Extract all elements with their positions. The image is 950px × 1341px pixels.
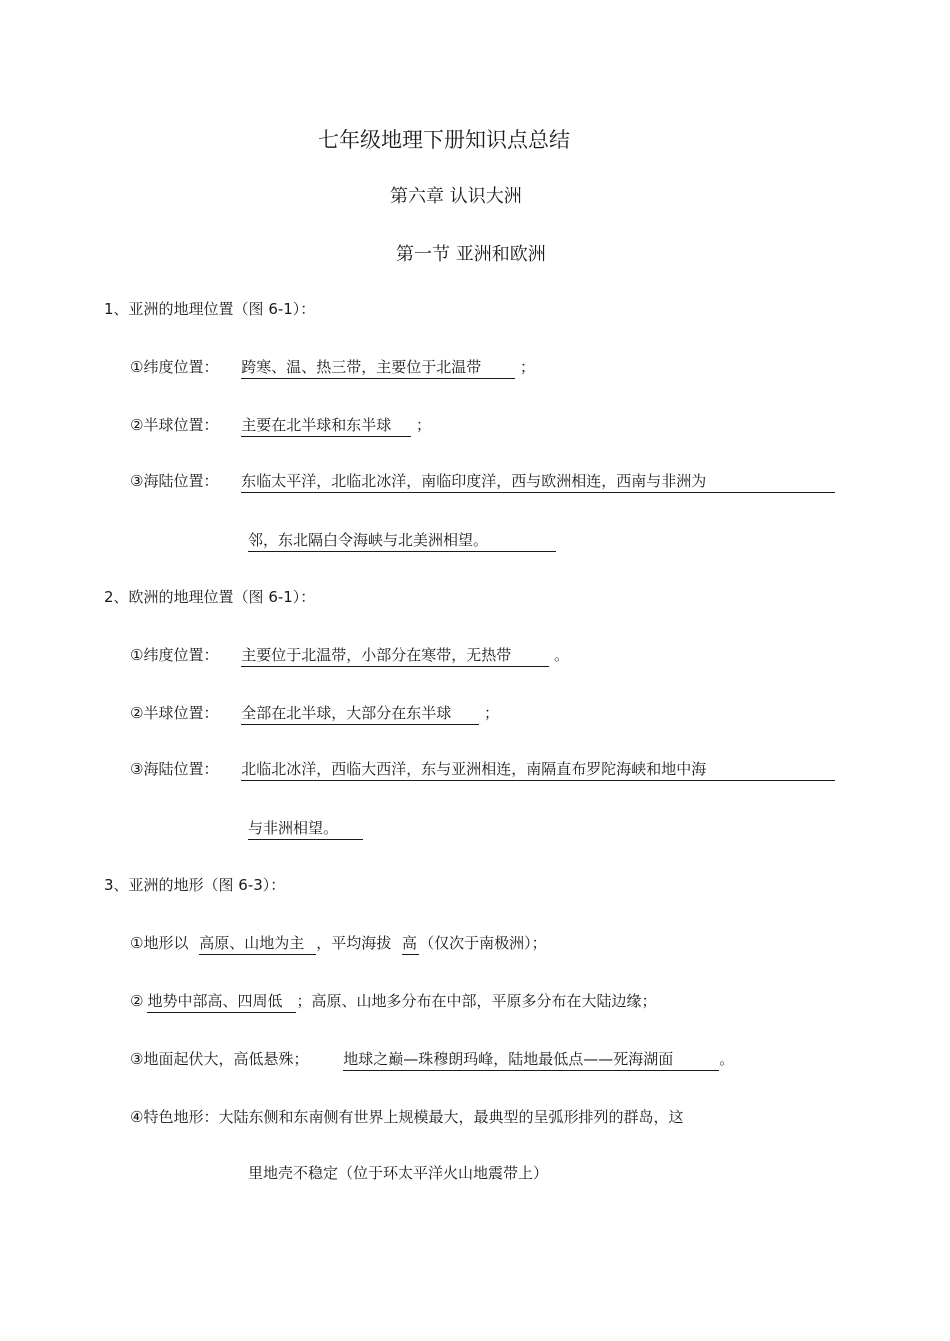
europe-sea-land-label: ③海陆位置： <box>130 760 219 778</box>
europe-hemisphere-row <box>130 702 499 725</box>
asia-terrain-heading: 3、亚洲的地形（图 6-3）： <box>104 876 286 894</box>
section-heading: 第一节 亚洲和欧洲 <box>396 244 546 265</box>
europe-latitude-end: 。 <box>554 646 570 664</box>
europe-hemisphere-end: ； <box>484 704 500 722</box>
asia-sea-land-row-2 <box>248 529 556 552</box>
europe-latitude-row <box>130 644 569 667</box>
asia-location-heading: 1、亚洲的地理位置（图 6-1）： <box>104 300 316 318</box>
terrain-point-4: ④特色地形：大陆东侧和东南侧有世界上规模最大，最典型的呈弧形排列的群岛，这 <box>130 1108 684 1126</box>
europe-latitude-label: ①纬度位置： <box>130 646 219 664</box>
chapter-heading: 第六章 认识大洲 <box>390 186 522 207</box>
europe-location-heading: 2、欧洲的地理位置（图 6-1）： <box>104 588 316 606</box>
terrain-point-3 <box>130 1048 734 1071</box>
europe-sea-land-row <box>130 758 835 781</box>
terrain-point-2-suffix: ；高原、山地多分布在中部，平原多分布在大陆边缘； <box>296 992 657 1010</box>
asia-hemisphere-end: ； <box>416 416 432 434</box>
europe-sea-land-row-2 <box>248 817 363 840</box>
asia-latitude-label: ①纬度位置： <box>130 358 219 376</box>
asia-hemisphere-label: ②半球位置： <box>130 416 219 434</box>
europe-hemisphere-label: ②半球位置： <box>130 704 219 722</box>
europe-sea-land-value-1: 北临北冰洋，西临大西洋，东与亚洲相连，南隔直布罗陀海峡和地中海 <box>241 758 835 781</box>
terrain-point-1-blank-a: 高原、山地为主 <box>199 932 316 955</box>
terrain-point-4-continued: 里地壳不稳定（位于环太平洋火山地震带上） <box>248 1164 549 1182</box>
asia-latitude-row <box>130 356 535 379</box>
terrain-point-3-suffix: 。 <box>719 1050 735 1068</box>
terrain-point-3-blank: 地球之巅—珠穆朗玛峰，陆地最低点——死海湖面 <box>343 1048 719 1071</box>
asia-sea-land-row <box>130 470 835 493</box>
terrain-point-1-prefix: ①地形以 <box>130 934 189 952</box>
asia-sea-land-label: ③海陆位置： <box>130 472 219 490</box>
terrain-point-1 <box>130 932 547 955</box>
asia-hemisphere-value: 主要在北半球和东半球 <box>241 414 411 437</box>
europe-hemisphere-value: 全部在北半球，大部分在东半球 <box>241 702 479 725</box>
europe-sea-land-value-2: 与非洲相望。 <box>248 817 363 840</box>
asia-sea-land-value-2: 邻，东北隔白令海峡与北美洲相望。 <box>248 529 556 552</box>
asia-hemisphere-row <box>130 414 431 437</box>
terrain-point-3-prefix: ③地面起伏大，高低悬殊； <box>130 1050 309 1068</box>
europe-latitude-value: 主要位于北温带，小部分在寒带，无热带 <box>241 644 549 667</box>
terrain-point-1-suffix: （仅次于南极洲）； <box>419 934 547 952</box>
terrain-point-1-blank-b: 高 <box>402 932 419 955</box>
page-title: 七年级地理下册知识点总结 <box>318 128 570 152</box>
terrain-point-2-prefix: ② <box>130 992 144 1010</box>
terrain-point-2-blank: 地势中部高、四周低 <box>147 990 296 1013</box>
asia-latitude-value: 跨寒、温、热三带，主要位于北温带 <box>241 356 515 379</box>
terrain-point-2 <box>130 990 656 1013</box>
terrain-point-1-middle: ，平均海拔 <box>316 934 392 952</box>
asia-sea-land-value-1: 东临太平洋，北临北冰洋，南临印度洋，西与欧洲相连，西南与非洲为 <box>241 470 835 493</box>
asia-latitude-end: ； <box>520 358 536 376</box>
